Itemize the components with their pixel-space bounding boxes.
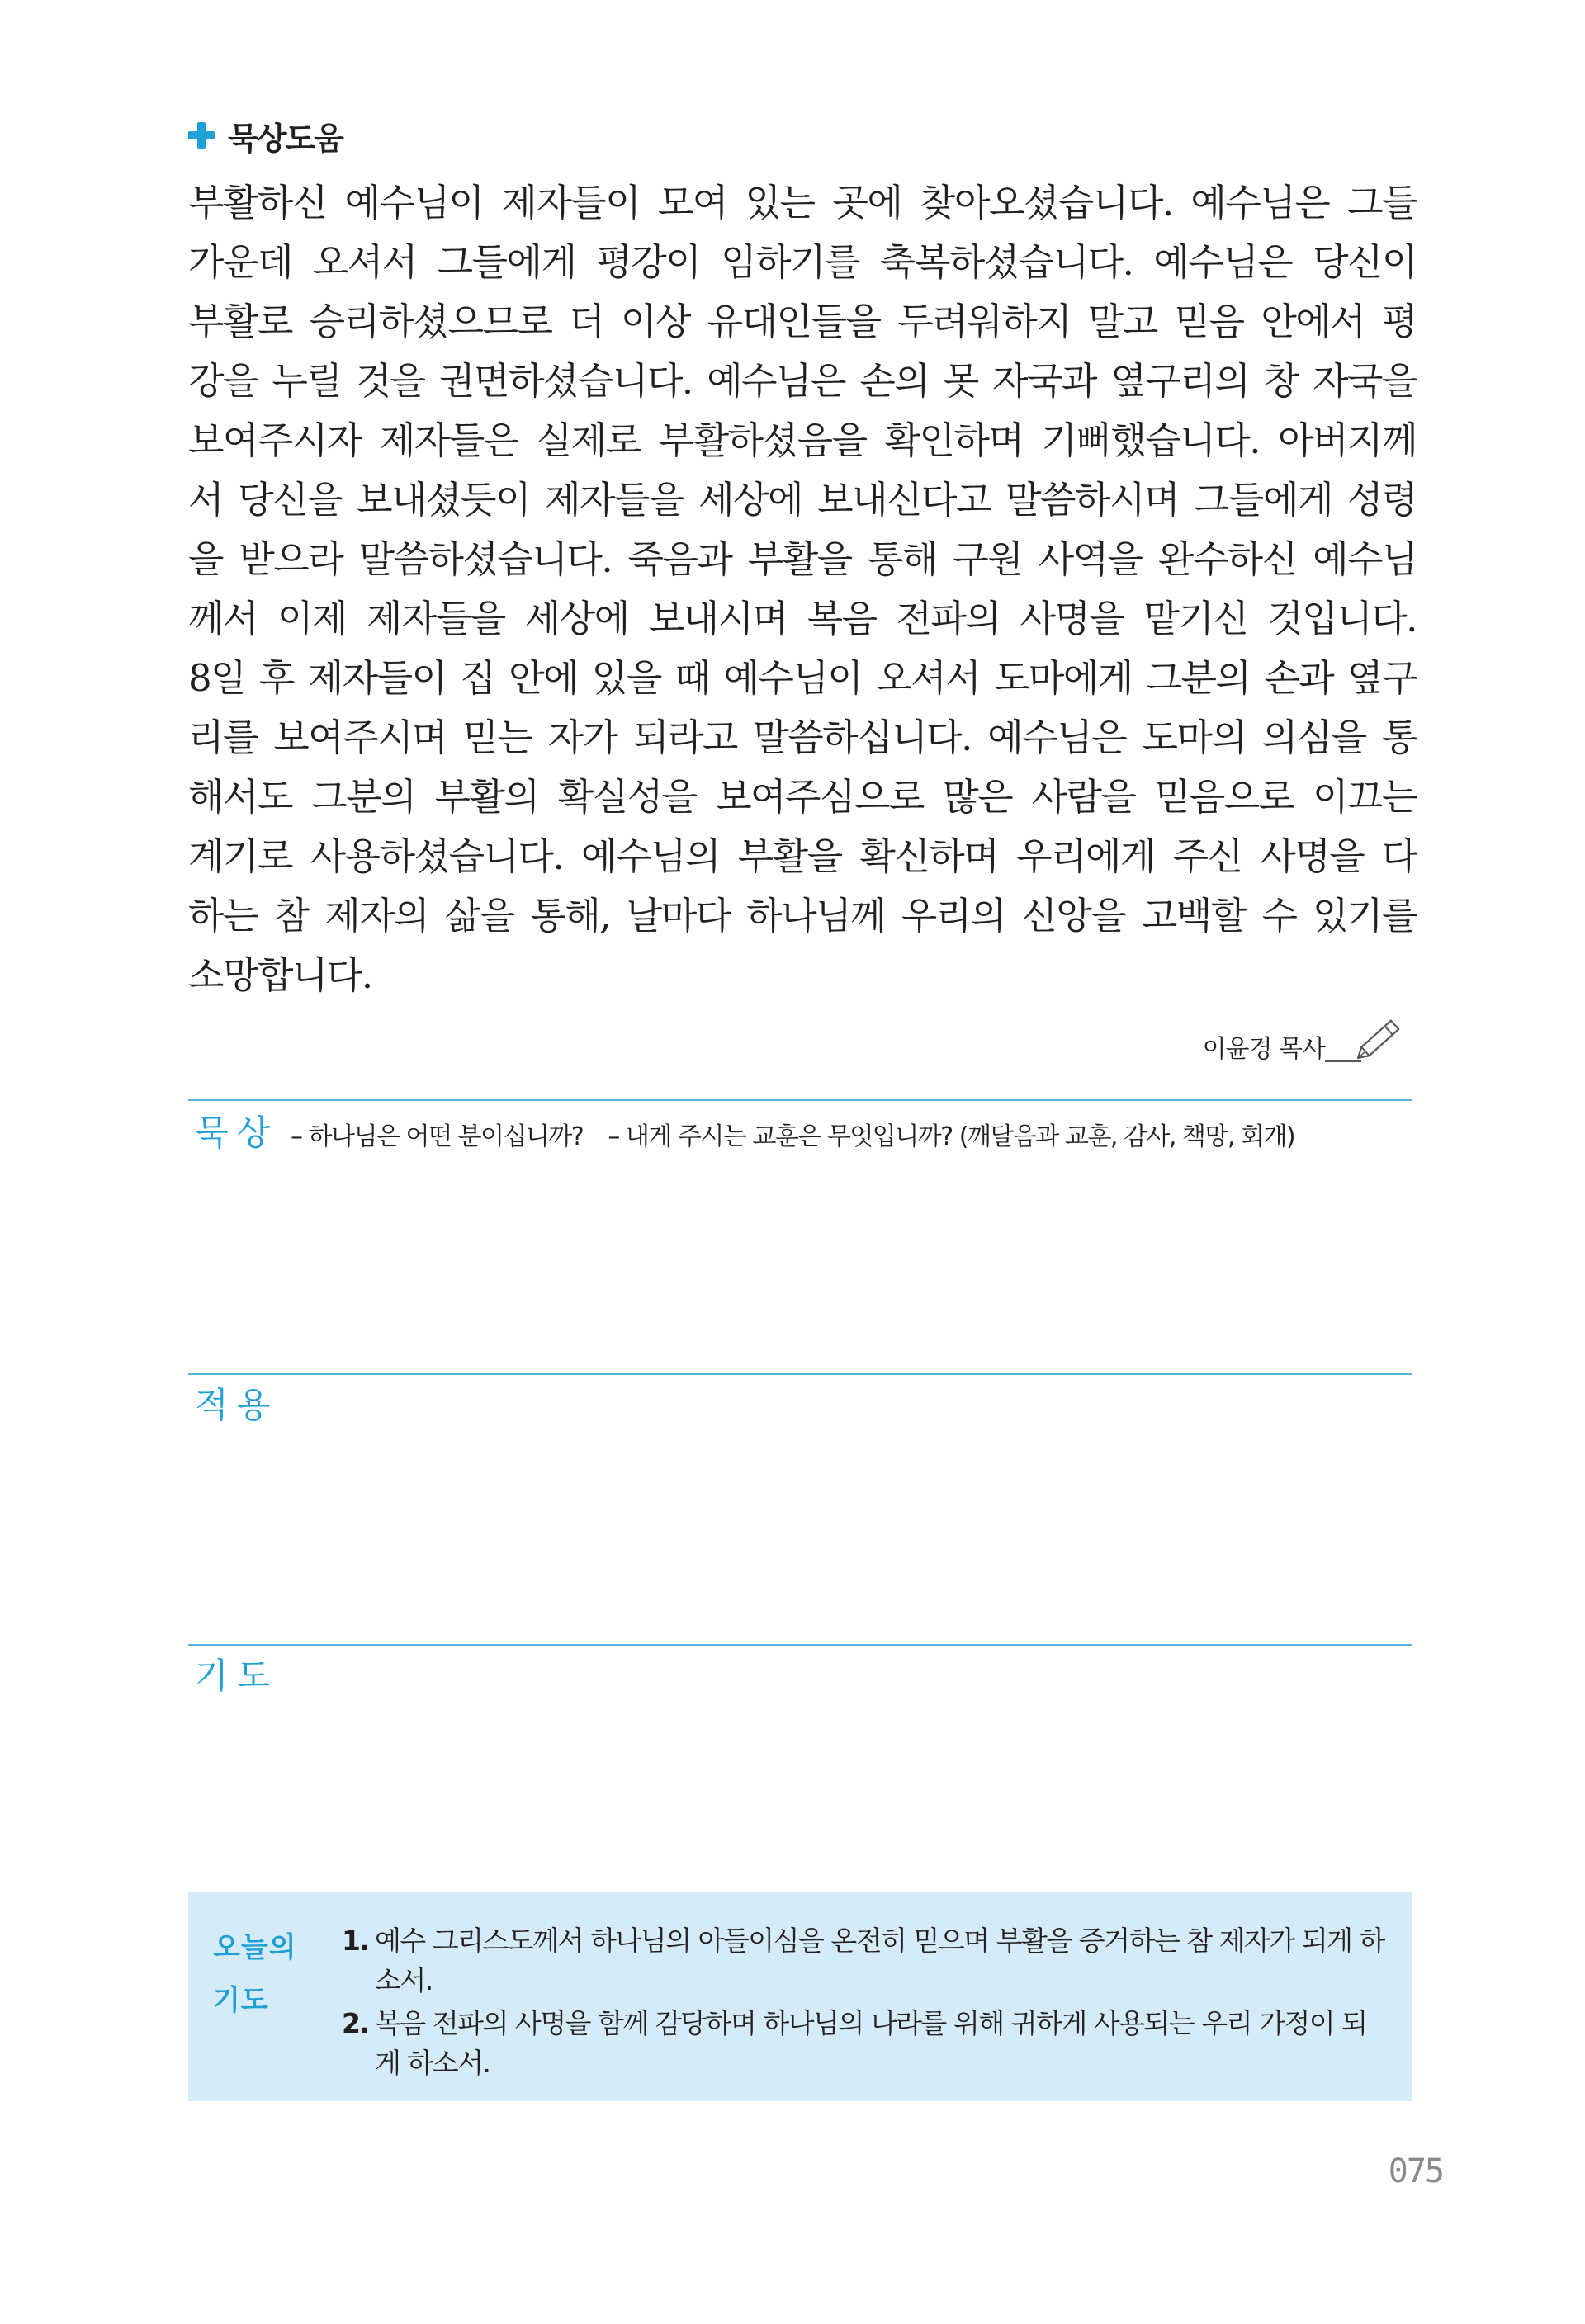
section-divider: [188, 1099, 1412, 1101]
prayer-item-number: 1.: [342, 1925, 369, 1957]
body-line: 부활하신 예수님이 제자들이 모여 있는 곳에 찾아오셨습니다. 예수님은 그들: [188, 181, 1417, 224]
section-divider: [188, 1373, 1412, 1375]
body-line: 께서 이제 제자들을 세상에 보내시며 복음 전파의 사명을 맡기신 것입니다.: [188, 597, 1417, 640]
body-line: 8일 후 제자들이 집 안에 있을 때 예수님이 오셔서 도마에게 그분의 손과 옆구: [188, 656, 1417, 700]
meditation-label: 묵상: [195, 1112, 279, 1153]
page-number: 075: [1388, 2152, 1443, 2190]
devotion-heading: [188, 112, 343, 158]
body-line: 보여주시자 제자들은 실제로 부활하셨음을 확인하며 기뻐했습니다. 아버지께: [188, 418, 1417, 462]
plus-icon: [188, 122, 215, 149]
meditation-prompts: [291, 1116, 1313, 1152]
body-line: 가운데 오셔서 그들에게 평강이 임하기를 축복하셨습니다. 예수님은 당신이: [188, 240, 1417, 284]
prayer-item: [342, 1921, 1390, 2000]
prayer-label: 기도: [195, 1656, 279, 1696]
meditation-prompt-2: – 내게 주시는 교훈은 무엇입니까? (깨달음과 교훈, 감사, 책망, 회개): [608, 1122, 1295, 1151]
meditation-prompt-1: – 하나님은 어떤 분이십니까?: [291, 1122, 584, 1151]
author-signature: [1203, 1015, 1408, 1065]
body-line: 소망합니다.: [188, 953, 372, 997]
prayer-item-text: 예수 그리스도께서 하나님의 아들이심을 온전히 믿으며 부활을 증거하는 참 제자가 되게 하소서.: [375, 1925, 1384, 1996]
body-line: 부활로 승리하셨으므로 더 이상 유대인들을 두려워하지 말고 믿음 안에서 평: [188, 300, 1417, 343]
body-line: 해서도 그분의 부활의 확실성을 보여주심으로 많은 사람을 믿음으로 이끄는: [188, 775, 1417, 819]
body-line: 하는 참 제자의 삶을 통해, 날마다 하나님께 우리의 신앙을 고백할 수 있기를: [188, 894, 1417, 938]
prayer-item-text: 복음 전파의 사명을 함께 감당하며 하나님의 나라를 위해 귀하게 사용되는 우리 가정이 되게 하소서.: [375, 2007, 1367, 2079]
prayer-item: [342, 2004, 1390, 2083]
section-divider: [188, 1644, 1412, 1646]
today-prayer-label: [213, 1921, 312, 2027]
pencil-icon: [1325, 1015, 1408, 1065]
body-line: 을 받으라 말씀하셨습니다. 죽음과 부활을 통해 구원 사역을 완수하신 예수님: [188, 537, 1417, 581]
today-prayer-list: [342, 1921, 1390, 2086]
author-name: 이윤경 목사: [1202, 1035, 1325, 1064]
body-line: 리를 보여주시며 믿는 자가 되라고 말씀하십니다. 예수님은 도마의 의심을 통: [188, 716, 1417, 759]
prayer-item-number: 2.: [342, 2007, 369, 2039]
devotion-body: [188, 173, 1417, 1005]
today-prayer-label-line2: 기도: [213, 1984, 269, 2017]
application-label: 적용: [195, 1385, 279, 1425]
today-prayer-label-line1: 오늘의: [213, 1931, 297, 1964]
body-line: 서 당신을 보내셨듯이 제자들을 세상에 보내신다고 말씀하시며 그들에게 성령: [188, 478, 1417, 522]
today-prayer-box: [188, 1892, 1412, 2101]
body-line: 강을 누릴 것을 권면하셨습니다. 예수님은 손의 못 자국과 옆구리의 창 자국을: [188, 359, 1417, 403]
heading-title: 묵상도움: [228, 120, 343, 157]
body-line: 계기로 사용하셨습니다. 예수님의 부활을 확신하며 우리에게 주신 사명을 다: [188, 834, 1417, 878]
